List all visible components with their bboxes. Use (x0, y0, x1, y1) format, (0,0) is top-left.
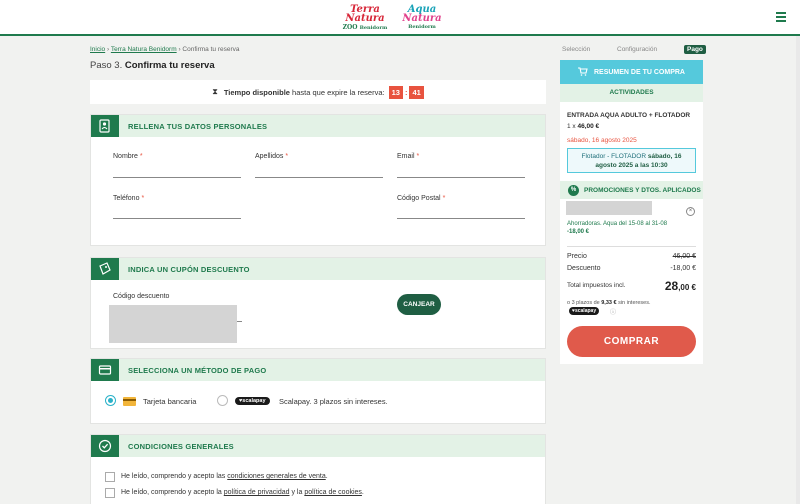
bank-card-icon (123, 397, 136, 406)
activities-heading: ACTIVIDADES (560, 84, 703, 102)
summary-title: RESUMEN DE TU COMPRA (593, 68, 685, 76)
telefono-label: Teléfono * (113, 195, 145, 202)
order-summary (560, 60, 703, 364)
total-label: Total impuestos incl. (567, 282, 626, 289)
coupon-panel (90, 257, 546, 349)
redeem-coupon-button[interactable]: CANJEAR (397, 294, 441, 315)
discount-value: -18,00 € (670, 265, 696, 272)
page-scrollbar[interactable] (796, 36, 800, 504)
item-quantity: 1 x 46,00 € (567, 123, 600, 130)
step-pago: Pago (684, 45, 706, 54)
discount-label: Descuento (567, 265, 601, 272)
credit-card-icon (91, 359, 119, 381)
reservation-timer: ⧗ Tiempo disponible hasta que expire la reserva: 13 : 41 (90, 80, 546, 104)
payment-title: SELECCIONA UN MÉTODO DE PAGO (128, 365, 267, 375)
timer-label-bold: Tiempo disponible (223, 87, 290, 97)
page-title (90, 60, 215, 71)
codigo-postal-label: Código Postal * (397, 195, 446, 202)
scalapay-logo: ♥scalapay (235, 397, 270, 405)
buy-button[interactable]: COMPRAR (567, 326, 696, 357)
step-configuracion[interactable]: Configuración (617, 46, 658, 53)
item-date: sábado, 16 agosto 2025 (567, 137, 637, 144)
privacy-policy-link[interactable]: política de privacidad (223, 489, 290, 496)
coupon-input-line (237, 321, 242, 322)
top-bar (0, 0, 800, 36)
breadcrumb (90, 46, 240, 53)
promo-redacted (566, 201, 652, 215)
promo-description: Ahorradoras. Aqua del 15-08 al 31-08 -18,00 € (567, 221, 668, 235)
logo-aqua-line2: Natura (402, 13, 442, 24)
coupon-title: INDICA UN CUPÓN DESCUENTO (128, 264, 250, 274)
summary-header (560, 60, 703, 84)
nombre-label: Nombre * (113, 153, 143, 160)
logo-terra-line2: Natura (345, 13, 385, 24)
logo-terra-sub: Benidorm (359, 25, 388, 31)
card-label[interactable]: Tarjeta bancaria (143, 397, 197, 406)
coupon-input[interactable] (109, 305, 237, 343)
item-detail-box: Flotador - FLOTADOR sábado, 16 agosto 2025 a las 10:30 (567, 148, 696, 173)
cookies-policy-link[interactable]: política de cookies (304, 489, 362, 496)
logo-aqua-line1: Aqua (407, 4, 437, 15)
payment-method-panel (90, 358, 546, 424)
item-title: ENTRADA AQUA ADULTO + FLOTADOR (567, 112, 691, 119)
scalapay-label[interactable]: Scalapay. 3 plazos sin intereses. (279, 397, 388, 406)
hamburger-menu-icon[interactable] (776, 12, 786, 22)
privacy-terms-text: He leído, comprendo y acepto la política de privacidad y la política de cookies. (121, 489, 364, 496)
checkout-steps (562, 46, 704, 56)
coupon-header (91, 258, 545, 280)
timer-seconds: 41 (409, 86, 423, 99)
step-prefix: Paso 3. (90, 60, 123, 71)
apellidos-field[interactable] (255, 177, 383, 178)
sales-terms-link[interactable]: condiciones generales de venta (227, 473, 326, 480)
codigo-postal-field[interactable] (397, 218, 525, 219)
breadcrumb-home-link[interactable]: Inicio (90, 46, 106, 53)
scalapay-installments-note: o 3 plazos de 9,33 € sin intereses. (567, 300, 651, 306)
personal-data-header (91, 115, 545, 137)
remove-promo-icon[interactable]: × (686, 207, 695, 216)
check-circle-icon (91, 435, 119, 457)
personal-data-panel (90, 114, 546, 246)
hourglass-icon: ⧗ (212, 87, 218, 96)
conditions-title: CONDICIONES GENERALES (128, 441, 234, 451)
coupon-label: Código descuento (113, 293, 170, 300)
scalapay-radio[interactable] (217, 395, 228, 406)
info-icon[interactable]: ⓘ (610, 310, 617, 316)
card-radio[interactable] (105, 395, 116, 406)
step-title-text: Confirma tu reserva (124, 60, 215, 71)
email-field[interactable] (397, 177, 525, 178)
id-card-icon (91, 115, 119, 137)
price-value: 46,00 € (672, 253, 696, 260)
accept-sales-terms-checkbox[interactable] (105, 472, 115, 482)
scalapay-small-logo: ♥scalapay (569, 307, 599, 315)
breadcrumb-sep: › (178, 46, 181, 53)
logo-terra-zoo: ZOO (342, 24, 358, 31)
breadcrumb-park-link[interactable]: Terra Natura Benidorm (110, 46, 177, 53)
timer-minutes: 13 (389, 86, 403, 99)
email-label: Email * (397, 153, 420, 160)
step-seleccion[interactable]: Selección (562, 46, 591, 53)
terra-natura-logo[interactable] (338, 5, 392, 31)
accept-privacy-checkbox[interactable] (105, 488, 115, 498)
nombre-field[interactable] (113, 177, 241, 178)
payment-header (91, 359, 545, 381)
sales-terms-text: He leído, comprendo y acepto las condiciones generales de venta. (121, 473, 328, 480)
cart-icon (578, 67, 588, 78)
telefono-field[interactable] (113, 218, 241, 219)
timer-label-rest: hasta que expire la reserva: (292, 87, 385, 97)
ticket-icon (91, 258, 119, 280)
breadcrumb-sep: › (107, 46, 110, 53)
percent-icon: % (568, 185, 579, 196)
logo-terra-line1: Terra (350, 4, 380, 15)
breadcrumb-current: Confirma tu reserva (182, 46, 240, 53)
personal-data-title: RELLENA TUS DATOS PERSONALES (128, 121, 268, 131)
conditions-header (91, 435, 545, 457)
promotions-heading: % PROMOCIONES Y DTOS. APLICADOS (560, 181, 703, 199)
conditions-panel (90, 434, 546, 504)
summary-divider (567, 246, 696, 247)
aqua-natura-logo[interactable] (396, 5, 448, 31)
total-value: 28,00 € (664, 279, 696, 293)
logo-aqua-sub: Benidorm (408, 24, 436, 30)
apellidos-label: Apellidos * (255, 153, 289, 160)
price-label: Precio (567, 253, 587, 260)
